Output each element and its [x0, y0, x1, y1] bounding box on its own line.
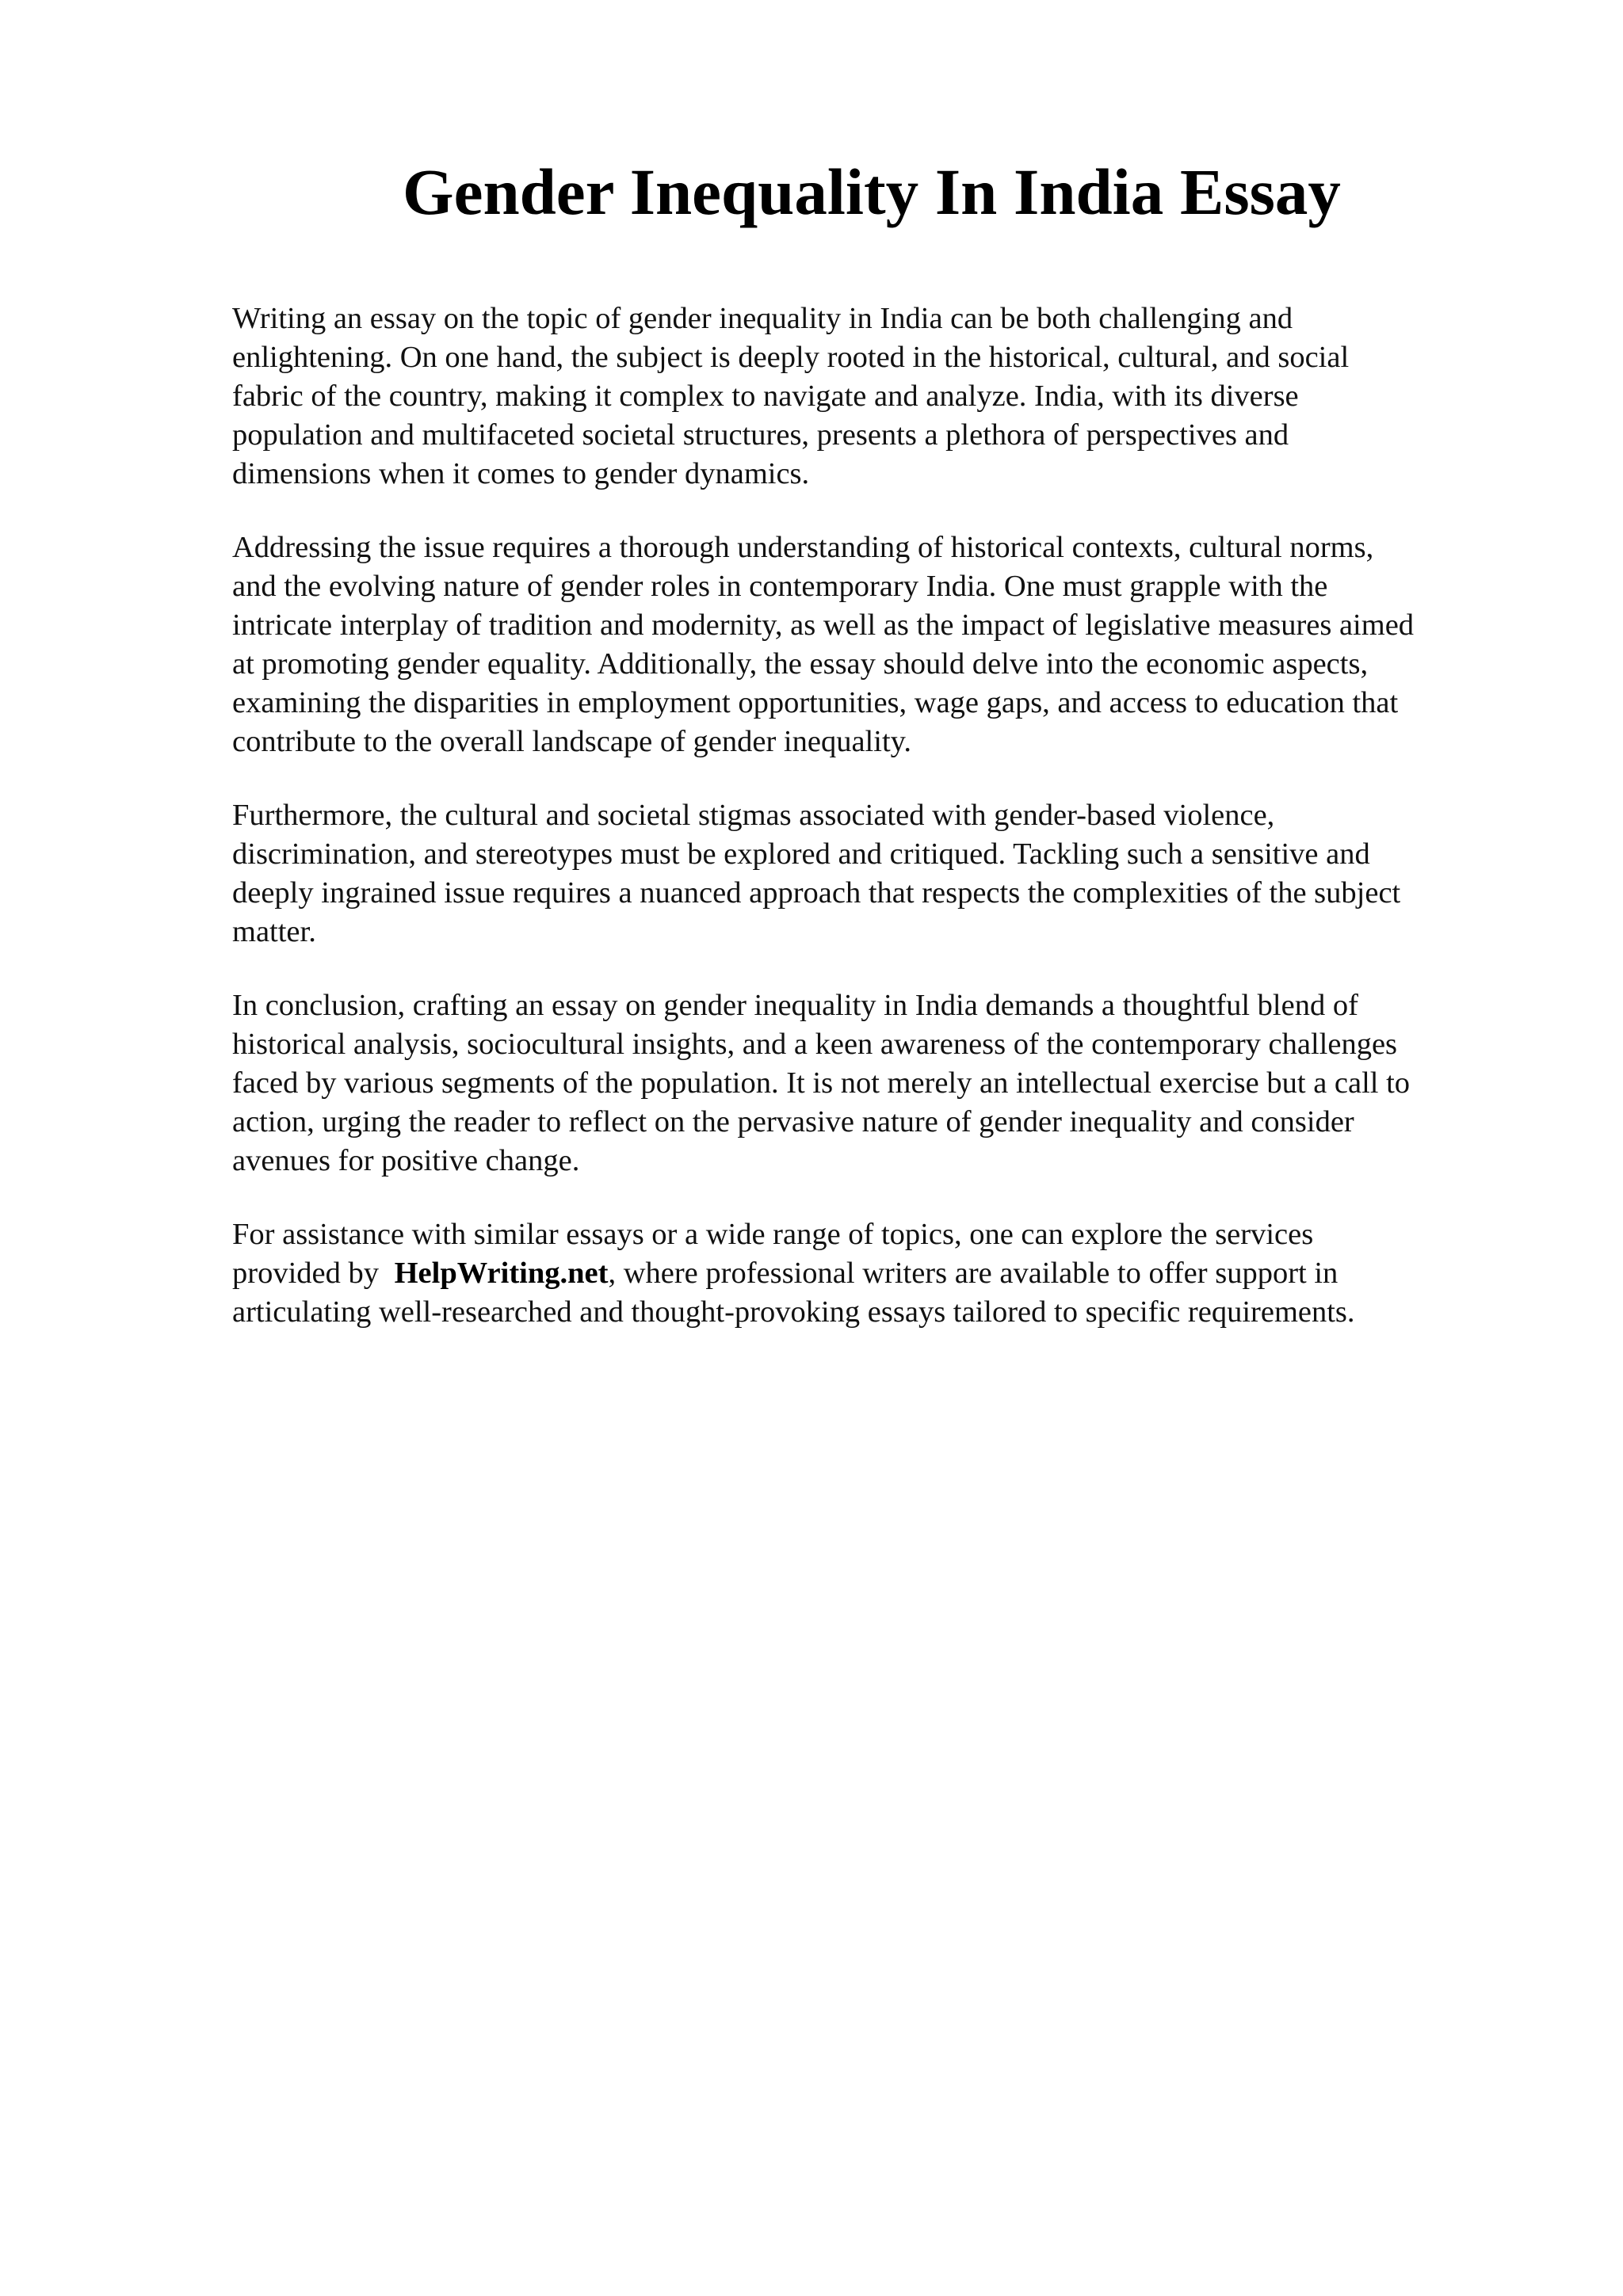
paragraph-line: historical analysis, sociocultural insights, and a keen awareness of the contemporary challenges	[232, 1028, 1398, 1061]
helpwriting-link[interactable]: HelpWriting.net	[394, 1257, 609, 1290]
paragraph-line: For assistance with similar essays or a wide range of topics, one can explore the services	[232, 1218, 1314, 1251]
paragraph-1	[232, 299, 1532, 494]
paragraph-line: fabric of the country, making it complex to navigate and analyze. India, with its diverse	[232, 379, 1299, 413]
paragraph-line: avenues for positive change.	[232, 1144, 580, 1177]
paragraph-line: enlightening. On one hand, the subject is deeply rooted in the historical, cultural, and social	[232, 341, 1350, 374]
paragraph-line: discrimination, and stereotypes must be explored and critiqued. Tackling such a sensitive and	[232, 837, 1370, 871]
paragraph-line: and the evolving nature of gender roles in contemporary India. One must grapple with the	[232, 570, 1328, 603]
paragraph-line: matter.	[232, 915, 316, 948]
paragraph-line: intricate interplay of tradition and modernity, as well as the impact of legislative measures aimed	[232, 608, 1415, 642]
paragraph-line: Addressing the issue requires a thorough understanding of historical contexts, cultural norms,	[232, 531, 1374, 564]
paragraph-line: contribute to the overall landscape of gender inequality.	[232, 725, 912, 758]
paragraph-line: deeply ingrained issue requires a nuanced approach that respects the complexities of the subject	[232, 876, 1401, 910]
paragraph-line: at promoting gender equality. Additionally, the essay should delve into the economic aspects,	[232, 647, 1369, 681]
paragraph-line: examining the disparities in employment opportunities, wage gaps, and access to education that	[232, 686, 1399, 719]
page-title: Gender Inequality In India Essay	[403, 155, 1341, 228]
paragraph-line	[232, 1254, 1532, 1293]
paragraph-line: dimensions when it comes to gender dynamics.	[232, 457, 810, 490]
paragraph-line: In conclusion, crafting an essay on gender inequality in India demands a thoughtful blend of	[232, 989, 1358, 1022]
paragraph-line: action, urging the reader to reflect on the pervasive nature of gender inequality and consider	[232, 1105, 1354, 1138]
paragraph-line: Furthermore, the cultural and societal stigmas associated with gender-based violence,	[232, 799, 1275, 832]
paragraph-2	[232, 528, 1532, 761]
essay-body	[232, 299, 1532, 1367]
provided-by-text: provided by	[232, 1257, 379, 1290]
paragraph-4	[232, 986, 1532, 1180]
paragraph-line: faced by various segments of the population. It is not merely an intellectual exercise but a call to	[232, 1066, 1411, 1100]
paragraph-3	[232, 796, 1532, 952]
closing-line-continuation: , where professional writers are available to offer support in	[608, 1257, 1338, 1290]
paragraph-line: articulating well-researched and thought-provoking essays tailored to specific requirements.	[232, 1295, 1355, 1329]
closing-paragraph	[232, 1215, 1532, 1332]
paragraph-line: population and multifaceted societal structures, presents a plethora of perspectives and	[232, 418, 1289, 452]
paragraph-line: Writing an essay on the topic of gender inequality in India can be both challenging and	[232, 302, 1293, 335]
